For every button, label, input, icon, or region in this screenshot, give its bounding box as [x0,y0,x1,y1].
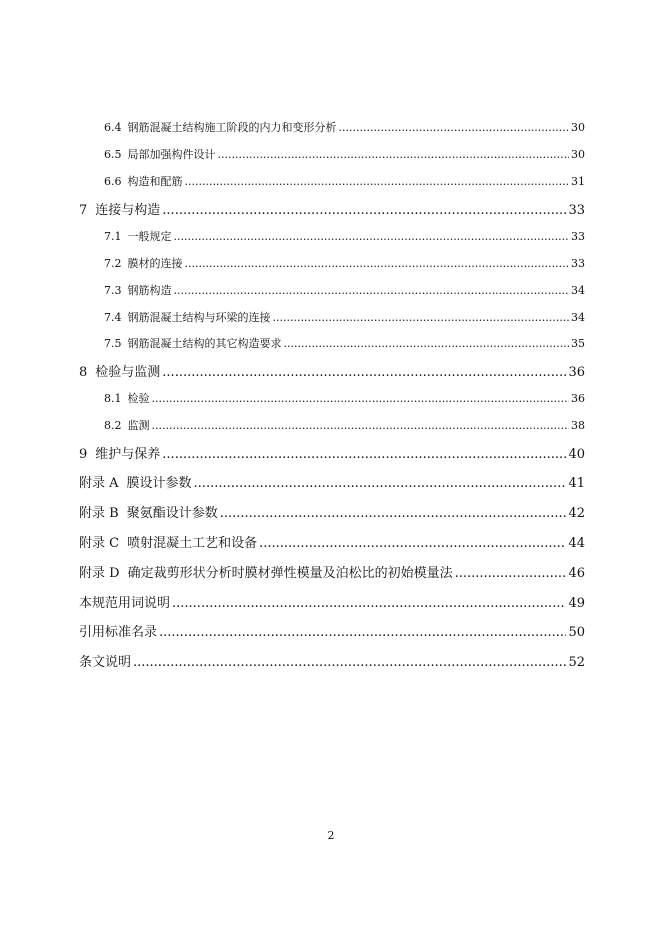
toc-entry-6-5[interactable] [104,146,585,162]
toc-entry-number: 7.2 [104,257,122,270]
toc-entry-title: 引用标准名录 [79,625,158,640]
toc-entry-title: 钢筋混凝土结构与环梁的连接 [127,311,271,324]
toc-entry-number: 附录 B [79,506,119,521]
toc-entry-number: 附录 C [79,536,120,551]
toc-entry-title: 钢筋混凝土结构施工阶段的内力和变形分析 [127,121,337,134]
toc-entry-references[interactable] [79,621,585,640]
dot-leader [185,175,570,188]
toc-entry-6-4[interactable] [104,119,585,135]
toc-entry-page: 38 [571,419,585,432]
toc-entry-title: 监测 [127,419,150,432]
toc-entry-page: 33 [571,257,585,270]
toc-entry-page: 33 [571,230,585,243]
toc-entry-number: 7.3 [104,284,122,297]
toc-entry-number: 6.4 [104,121,122,134]
toc-entry-title: 确定裁剪形状分析时膜材弹性模量及泊松比的初始模量法 [127,566,453,581]
toc-entry-page: 30 [571,121,585,134]
toc-entry-title: 膜材的连接 [127,257,183,270]
toc-entry-7[interactable] [79,199,585,218]
toc-entry-number: 7.4 [104,311,122,324]
toc-entry-title: 钢筋混凝土结构的其它构造要求 [127,337,282,350]
toc-entry-title: 本规范用词说明 [79,596,171,611]
toc-entry-8[interactable] [79,361,585,380]
toc-entry-page: 44 [568,536,585,551]
dot-leader [194,476,567,491]
toc-entry-page: 34 [571,284,585,297]
dot-leader [174,230,570,243]
toc-entry-explanation[interactable] [79,651,585,670]
dot-leader [174,284,570,297]
toc-entry-page: 35 [571,337,585,350]
toc-entry-number: 8.2 [104,419,122,432]
toc-entry-number: 8 [79,365,88,380]
toc-entry-appendix-d[interactable] [79,562,585,581]
toc-entry-title: 一般规定 [127,230,172,243]
dot-leader [455,566,567,581]
toc-entry-number: 附录 A [79,476,119,491]
toc-entry-7-3[interactable] [104,282,585,298]
toc-entry-page: 36 [571,392,585,405]
dot-leader [172,596,566,611]
dot-leader [218,148,570,161]
toc-entry-page: 40 [568,447,585,462]
toc-entry-page: 41 [568,476,585,491]
toc-entry-page: 52 [568,655,585,670]
toc-entry-page: 30 [571,148,585,161]
toc-entry-7-1[interactable] [104,228,585,244]
dot-leader [162,447,566,462]
dot-leader [152,392,570,405]
toc-entry-title: 检验 [127,392,150,405]
toc-entry-page: 33 [568,203,585,218]
toc-entry-appendix-b[interactable] [79,502,585,521]
toc-entry-title: 局部加强构件设计 [127,148,216,161]
toc-entry-title: 聚氨酯设计参数 [126,506,218,521]
toc-entry-6-6[interactable] [104,173,585,189]
toc-entry-7-4[interactable] [104,309,585,325]
toc-entry-title: 膜设计参数 [126,476,192,491]
toc-entry-appendix-c[interactable] [79,532,585,551]
toc-entry-page: 36 [568,365,585,380]
toc-entry-number: 7 [79,203,88,218]
toc-entry-page: 49 [568,596,585,611]
toc-entry-title: 维护与保养 [95,447,161,462]
toc-entry-page: 31 [571,175,585,188]
toc-entry-title: 检验与监测 [95,365,161,380]
toc-entry-page: 34 [571,311,585,324]
toc-entry-number: 附录 D [79,566,120,581]
dot-leader [220,506,567,521]
dot-leader [159,625,566,640]
toc-entry-title: 连接与构造 [95,203,161,218]
toc-entry-number: 8.1 [104,392,122,405]
toc-entry-number: 6.6 [104,175,122,188]
dot-leader [162,203,566,218]
toc-entry-8-1[interactable] [104,390,585,406]
toc-entry-title: 钢筋构造 [127,284,172,297]
dot-leader [152,419,570,432]
toc-entry-7-5[interactable] [104,335,585,351]
toc-entry-9[interactable] [79,443,585,462]
dot-leader [185,257,570,270]
toc-entry-8-2[interactable] [104,417,585,433]
toc-entry-title: 条文说明 [79,655,132,670]
toc-entry-page: 46 [568,566,585,581]
toc-entry-terms[interactable] [79,592,585,611]
toc-entry-number: 9 [79,447,88,462]
toc-entry-page: 50 [568,625,585,640]
toc-entry-number: 7.1 [104,230,122,243]
toc-entry-title: 构造和配筋 [127,175,183,188]
page-number: 2 [327,829,335,842]
dot-leader [284,337,570,350]
toc-entry-number: 6.5 [104,148,122,161]
dot-leader [339,121,570,134]
toc-entry-number: 7.5 [104,337,122,350]
toc-entry-title: 喷射混凝土工艺和设备 [127,536,258,551]
dot-leader [133,655,566,670]
dot-leader [162,365,566,380]
dot-leader [273,311,570,324]
dot-leader [259,536,566,551]
toc-entry-7-2[interactable] [104,255,585,271]
toc-entry-page: 42 [568,506,585,521]
toc-entry-appendix-a[interactable] [79,472,585,491]
